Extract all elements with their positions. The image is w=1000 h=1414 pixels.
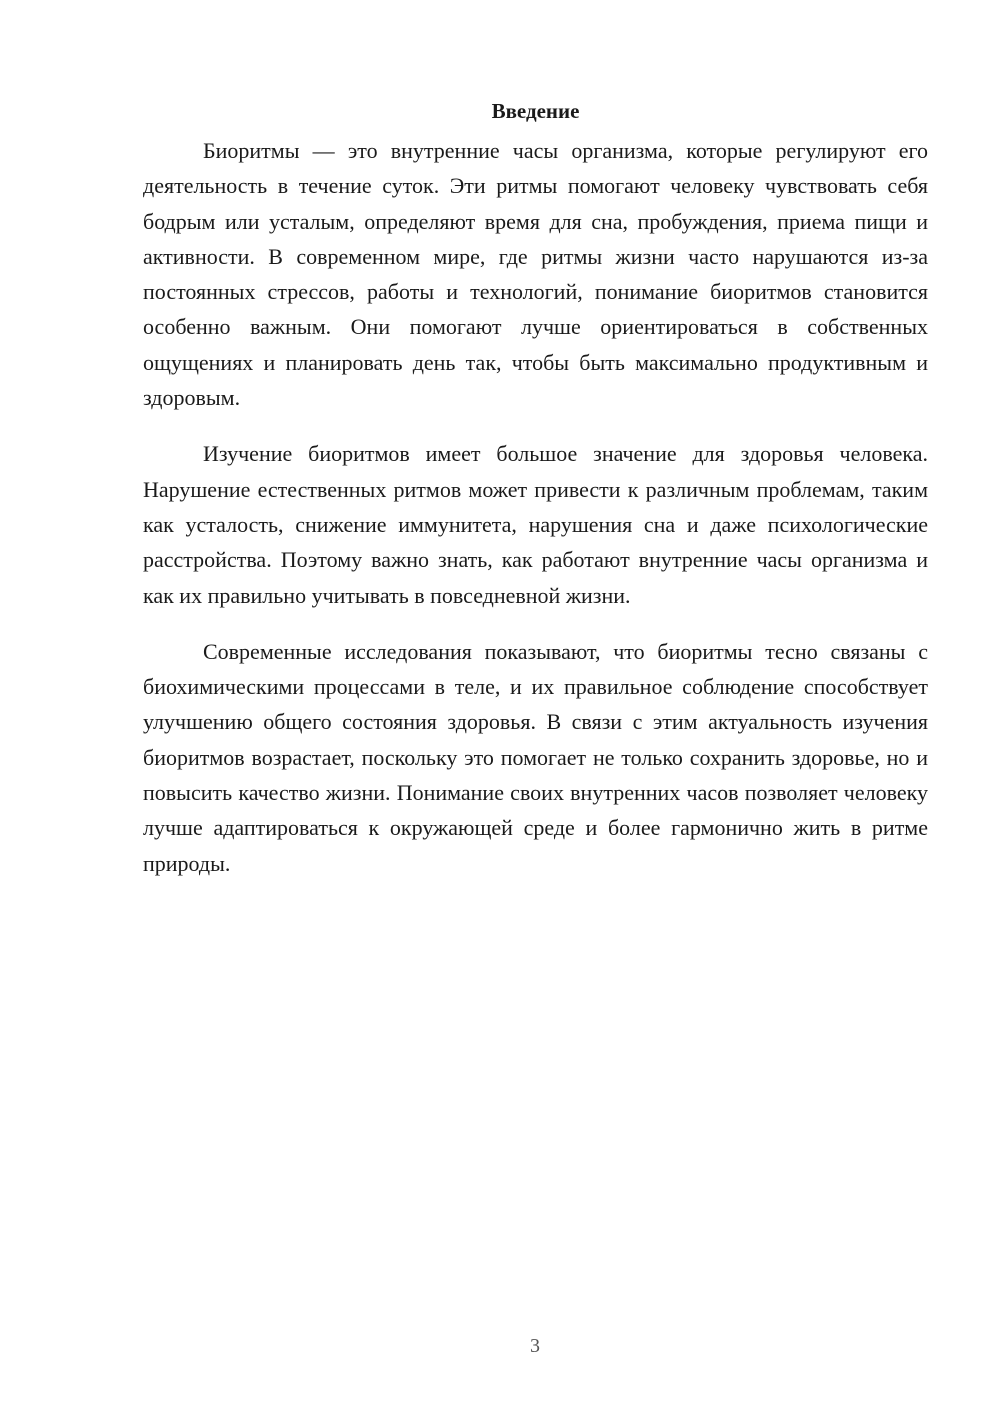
paragraph-1: Биоритмы — это внутренние часы организма, которые регулируют его деятельность в течение суток. Эти ритмы помогают человеку чувствовать себя бодрым или усталым, определяют время для сна, пробуждения, приема пищи и активности. В современном мире, где ритмы жизни часто нарушаются из-за постоянных стрессов, работы и технологий, понимание биоритмов становится особенно важным. Они помогают лучше ориентироваться в собственных ощущениях и планировать день так, чтобы быть максимально продуктивным и здоровым. <box>143 138 928 411</box>
section-heading: Введение <box>491 99 580 123</box>
page-content <box>143 93 928 881</box>
page-number: 3 <box>530 1335 540 1357</box>
paragraph-3: Современные исследования показывают, что биоритмы тесно связаны с биохимическими процессами в теле, и их правильное соблюдение способствует улучшению общего состояния здоровья. В связи с этим актуальность изучения биоритмов возрастает, поскольку это помогает не только сохранить здоровье, но и повысить качество жизни. Понимание своих внутренних часов позволяет человеку лучше адаптироваться к окружающей среде и более гармонично жить в ритме природы. <box>143 638 928 876</box>
paragraph-2: Изучение биоритмов имеет большое значение для здоровья человека. Нарушение естественных ритмов может привести к различным проблемам, таким как усталость, снижение иммунитета, нарушения сна и даже психологические расстройства. Поэтому важно знать, как работают внутренние часы организма и как их правильно учитывать в повседневной жизни. <box>143 441 928 608</box>
